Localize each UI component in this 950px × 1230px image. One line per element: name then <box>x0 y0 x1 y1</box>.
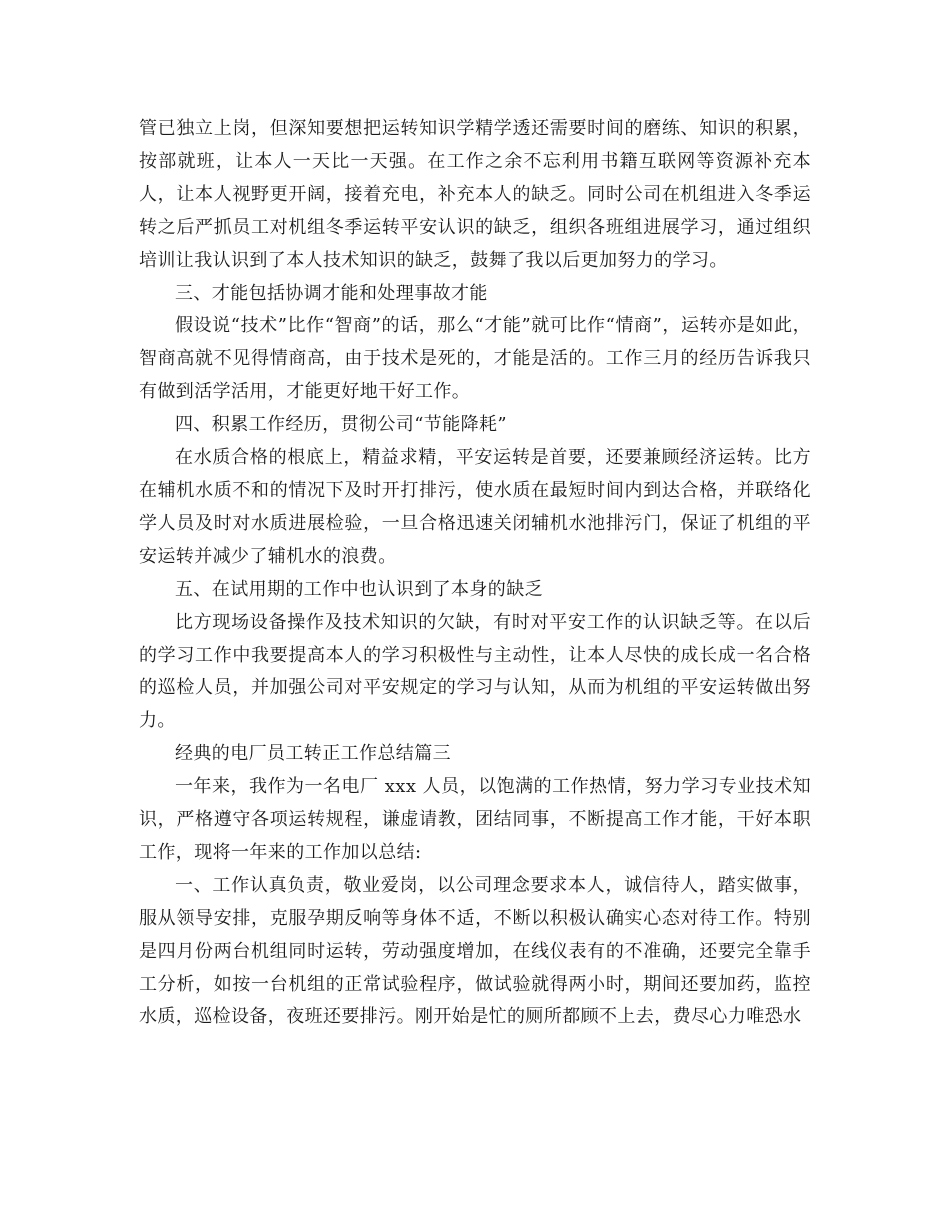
paragraph-year-summary: 一年来，我作为一名电厂 xxx 人员，以饱满的工作热情，努力学习专业技术知识，严格遵守各项运转规程，谦虚请教，团结同事，不断提高工作才能，干好本职工作，现将一年来的工作加以总结: <box>139 776 811 863</box>
paragraph-continuation: 管已独立上岗，但深知要想把运转知识学精学透还需要时间的磨练、知识的积累，按部就班，让本人一天比一天强。在工作之余不忘利用书籍互联网等资源补充本人，让本人视野更开阔，接着充电，补充本人的缺乏。同时公司在机组进入冬季运转之后严抓员工对机组冬季运转平安认识的缺乏，组织各班组进展学习，通过组织培训让我认识到了本人技术知识的缺乏，鼓舞了我以后更加努力的学习。 <box>139 118 811 271</box>
section-heading-four: 四、积累工作经历，贯彻公司“节能降耗” <box>175 414 508 436</box>
paragraph-work-attitude: 一、工作认真负责，敬业爱岗，以公司理念要求本人，诚信待人，踏实做事，服从领导安排，克服孕期反响等身体不适，不断以积极认确实心态对待工作。特别是四月份两台机组同时运转，劳动强度增加，在线仪表有的不准确，还要完全靠手工分析，如按一台机组的正常试验程序，做试验就得两小时，期间还要加药，监控水质，巡检设备，夜班还要排污。刚开始是忙的厕所都顾不上去，费尽心力唯恐水 <box>139 874 811 1028</box>
paragraph-water-quality: 在水质合格的根底上，精益求精，平安运转是首要，还要兼顾经济运转。比方在辅机水质不和的情况下及时开打排污，使水质在最短时间内到达合格，并联络化学人员及时对水质进展检验，一旦合格迅速关闭辅机水池排污门，保证了机组的平安运转并减少了辅机水的浪费。 <box>139 447 811 567</box>
document-body <box>139 113 811 1034</box>
paragraph-shortcomings: 比方现场设备操作及技术知识的欠缺，有时对平安工作的认识缺乏等。在以后的学习工作中我要提高本人的学习积极性与主动性，让本人尽快的成长成一名合格的巡检人员，并加强公司对平安规定的学习与认知，从而为机组的平安运转做出努力。 <box>139 611 811 732</box>
section-heading-five: 五、在试用期的工作中也认识到了本身的缺乏 <box>175 578 543 600</box>
paragraph-ability: 假设说“技术”比作“智商”的话，那么“才能”就可比作“情商”，运转亦是如此，智商高就不见得情商高，由于技术是死的，才能是活的。工作三月的经历告诉我只有做到活学活用，才能更好地干好工作。 <box>139 315 811 403</box>
section-heading-three: 三、才能包括协调才能和处理事故才能 <box>175 282 488 304</box>
article-title-part-three: 经典的电厂员工转正工作总结篇三 <box>175 743 451 765</box>
